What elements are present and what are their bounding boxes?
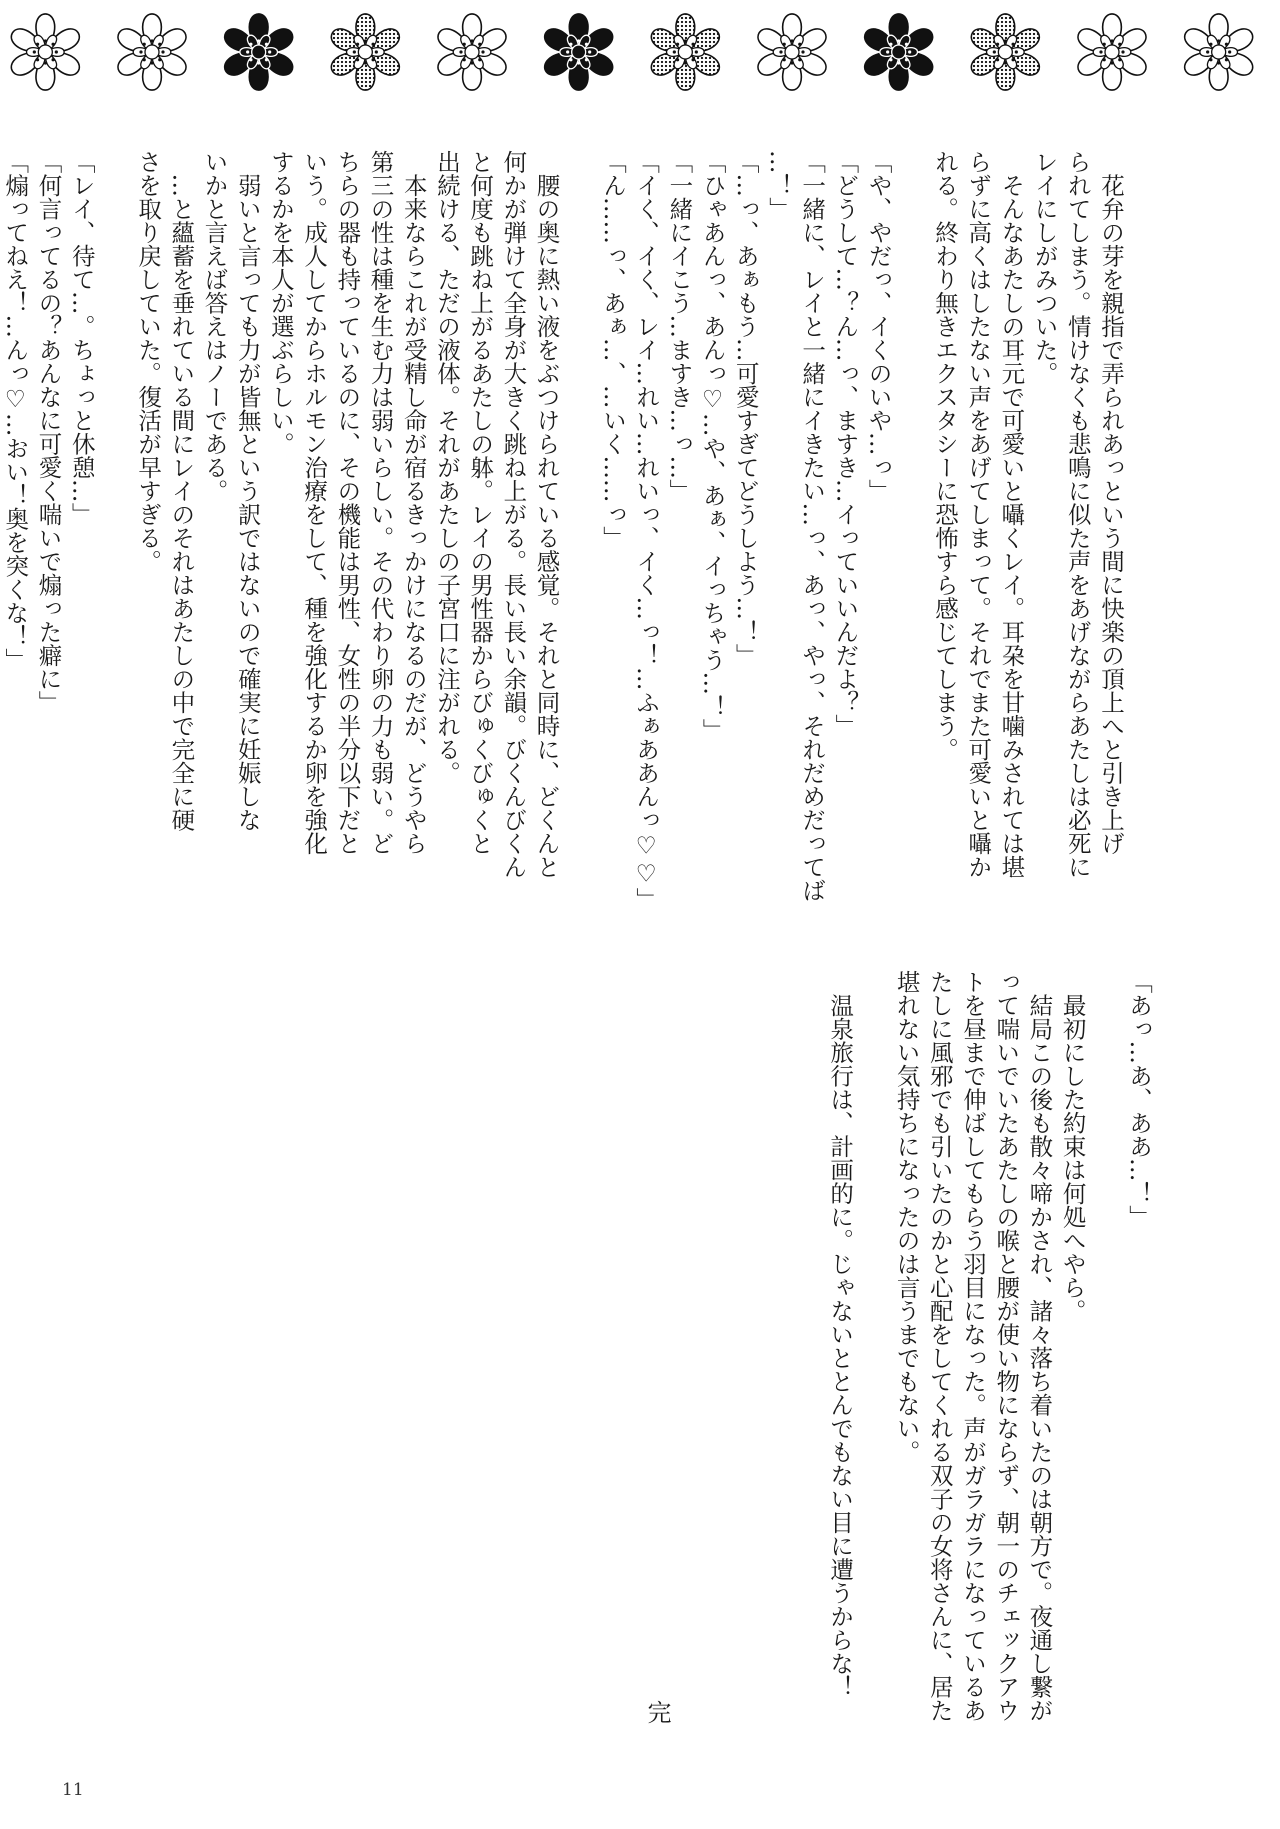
flower-outline-icon — [118, 14, 186, 90]
upper-line: と何度も跳ね上がるあたしの躰。レイの男性器からびゅくびゅくと — [466, 150, 495, 855]
lower-text-block — [823, 970, 1155, 1730]
flower-outline-icon — [1185, 14, 1253, 90]
upper-line: 「ひゃあんっ、あんっ♡…や、あぁ、イっちゃう…！」 — [698, 150, 727, 742]
lower-line: たしに風邪でも引いたのかと心配をしてくれる双子の女将さんに、居た — [925, 970, 954, 1722]
upper-line: そんなあたしの耳元で可愛いと囁くレイ。耳朶を甘噛みされては堪 — [997, 150, 1026, 879]
upper-line: 何かが弾けて全身が大きく跳ね上がる。長い長い余韻。びくんびくん — [499, 150, 528, 879]
flower-outline-icon — [1078, 14, 1146, 90]
floral-border — [0, 0, 1280, 100]
flower-solid-icon — [545, 14, 613, 90]
upper-line: 弱いと言っても力が皆無という訳ではないので確実に妊娠しな — [233, 150, 262, 832]
upper-line: 「ん……っ、あぁ…、…いく……っ」 — [598, 150, 627, 550]
end-mark: 完 — [643, 1700, 671, 1724]
lower-line: 最初にした約束は何処へやら。 — [1058, 970, 1087, 1323]
lower-blank-line — [856, 970, 889, 1730]
upper-line: ちらの器も持っているのに、その機能は男性、女性の半分以下だと — [333, 150, 362, 855]
upper-line: られてしまう。情けなくも悲鳴に似た声をあげながらあたしは必死に — [1063, 150, 1092, 879]
upper-line: 「や、やだっ、イくのいや…っ」 — [864, 150, 893, 503]
upper-line: 「レイ、待て…。ちょっと休憩…」 — [67, 150, 96, 526]
lower-line: 「あっ…あ、ああ…！」 — [1125, 970, 1153, 1229]
upper-line: レイにしがみついた。 — [1030, 150, 1059, 385]
upper-line: …！」 — [764, 150, 793, 221]
flower-solid-icon — [865, 14, 933, 90]
lower-line: 堪れない気持ちになったのは言うまでもない。 — [892, 970, 921, 1464]
upper-line: 「どうして…？ん…っ、ますき…イっていいんだよ？」 — [831, 150, 860, 738]
upper-line: れる。終わり無きエクスタシーに恐怖すら感じてしまう。 — [930, 150, 959, 761]
lower-line: 結局この後も散々啼かされ、諸々落ち着いたのは朝方で。夜通し繋が — [1025, 970, 1054, 1722]
upper-line: 花弁の芽を親指で弄られあっという間に快楽の頂上へと引き上げ — [1097, 150, 1125, 855]
upper-line: 本来ならこれが受精し命が宿るきっかけになるのだが、どうやら — [399, 150, 428, 855]
flower-dotted-icon — [971, 14, 1039, 90]
upper-line: らずに高くはしたない声をあげてしまって。それでまた可愛いと囁か — [964, 150, 993, 879]
upper-line: するかを本人が選ぶらしい。 — [266, 150, 295, 456]
upper-blank-line — [563, 150, 596, 1160]
lower-line: 温泉旅行は、計画的に。じゃないととんでもない目に遭うからな！ — [826, 970, 855, 1699]
lower-blank-line — [1089, 970, 1122, 1730]
upper-line: 「一緒に、レイと一緒にイきたい…っ、あっ、やっ、それだめだってば — [798, 150, 827, 902]
upper-line: 「…っ、あぁもう…可愛すぎてどうしよう…！」 — [731, 150, 760, 667]
lower-line: って喘いでいたあたしの喉と腰が使い物にならず、朝一のチェックアウ — [992, 970, 1021, 1722]
upper-line: さを取り戻していた。復活が早すぎる。 — [134, 150, 163, 573]
upper-line: 腰の奥に熱い液をぶつけられている感覚。それと同時に、どくんと — [532, 150, 561, 879]
upper-line: 出続ける、ただの液体。それがあたしの子宮口に注がれる。 — [432, 150, 461, 785]
upper-blank-line — [98, 150, 131, 1160]
page-number: 11 — [62, 1780, 84, 1800]
upper-line: 「イく、イく、レイ…れい…れいっ、イく…っ！…ふぁああんっ♡♡」 — [632, 150, 661, 911]
flower-dotted-icon — [651, 14, 719, 90]
flower-solid-icon — [225, 14, 293, 90]
upper-line: 「何言ってるの？あんなに可愛く喘いで煽った癖に」 — [34, 150, 63, 714]
flower-dotted-icon — [331, 14, 399, 90]
lower-line: トを昼まで伸ばしてもらう羽目になった。声がガラガラになっているあ — [958, 970, 987, 1722]
flower-outline-icon — [438, 14, 506, 90]
flower-outline-icon — [758, 14, 826, 90]
upper-line: 第三の性は種を生む力は弱いらしい。その代わり卵の力も弱い。ど — [366, 150, 395, 855]
upper-line: 「煽ってねえ！…んっ♡…おい！奥を突くな！」 — [1, 150, 30, 672]
upper-line: いう。成人してからホルモン治療をして、種を強化するか卵を強化 — [300, 150, 329, 855]
upper-line: いかと言えば答えはノーである。 — [200, 150, 229, 503]
upper-line: 「一緒にイこう…ますき…っ…」 — [665, 150, 694, 503]
upper-line: …と蘊蓄を垂れている間にレイのそれはあたしの中で完全に硬 — [167, 150, 196, 832]
flower-outline-icon — [11, 14, 79, 90]
